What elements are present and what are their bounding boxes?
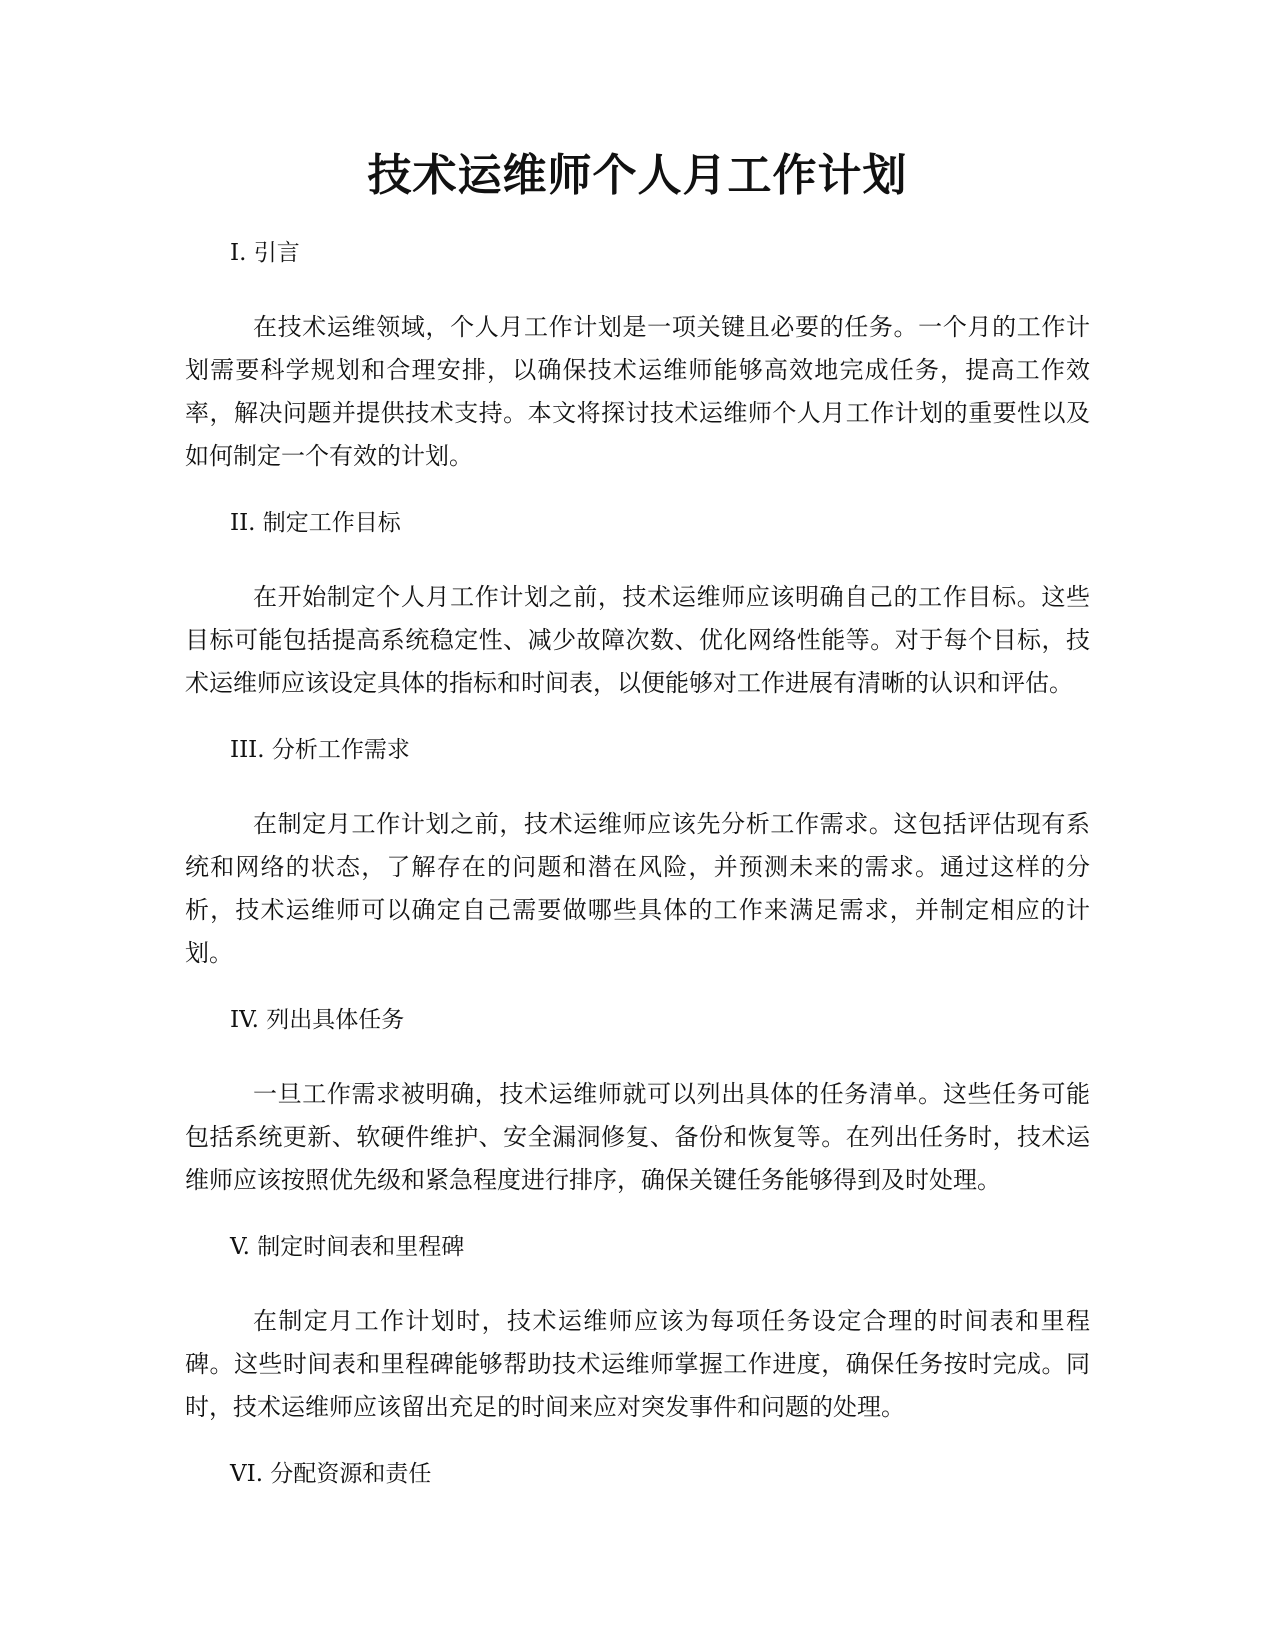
section-paragraph-1: 在技术运维领域，个人月工作计划是一项关键且必要的任务。一个月的工作计划需要科学规划和合理安排，以确保技术运维师能够高效地完成任务，提高工作效率，解决问题并提供技术支持。本文将探讨技术运维师个人月工作计划的重要性以及如何制定一个有效的计划。 — [185, 313, 1090, 470]
section-heading-6: VI. 分配资源和责任 — [230, 1461, 432, 1487]
section-heading-2: II. 制定工作目标 — [230, 510, 401, 536]
section-paragraph-3: 在制定月工作计划之前，技术运维师应该先分析工作需求。这包括评估现有系统和网络的状态，了解存在的问题和潜在风险，并预测未来的需求。通过这样的分析，技术运维师可以确定自己需要做哪些具体的工作来满足需求，并制定相应的计划。 — [185, 810, 1090, 967]
document-body — [185, 238, 1090, 1489]
section-heading-3: III. 分析工作需求 — [230, 737, 410, 763]
section-paragraph-4: 一旦工作需求被明确，技术运维师就可以列出具体的任务清单。这些任务可能包括系统更新、软硬件维护、安全漏洞修复、备份和恢复等。在列出任务时，技术运维师应该按照优先级和紧急程度进行排序，确保关键任务能够得到及时处理。 — [185, 1080, 1090, 1194]
section-paragraph-5: 在制定月工作计划时，技术运维师应该为每项任务设定合理的时间表和里程碑。这些时间表和里程碑能够帮助技术运维师掌握工作进度，确保任务按时完成。同时，技术运维师应该留出充足的时间来应对突发事件和问题的处理。 — [185, 1307, 1090, 1421]
section-heading-4: IV. 列出具体任务 — [230, 1007, 405, 1033]
section-heading-1: I. 引言 — [230, 240, 300, 266]
section-heading-5: V. 制定时间表和里程碑 — [230, 1234, 465, 1260]
document-title: 技术运维师个人月工作计划 — [367, 150, 908, 201]
section-paragraph-2: 在开始制定个人月工作计划之前，技术运维师应该明确自己的工作目标。这些目标可能包括提高系统稳定性、减少故障次数、优化网络性能等。对于每个目标，技术运维师应该设定具体的指标和时间表，以便能够对工作进展有清晰的认识和评估。 — [185, 583, 1090, 697]
